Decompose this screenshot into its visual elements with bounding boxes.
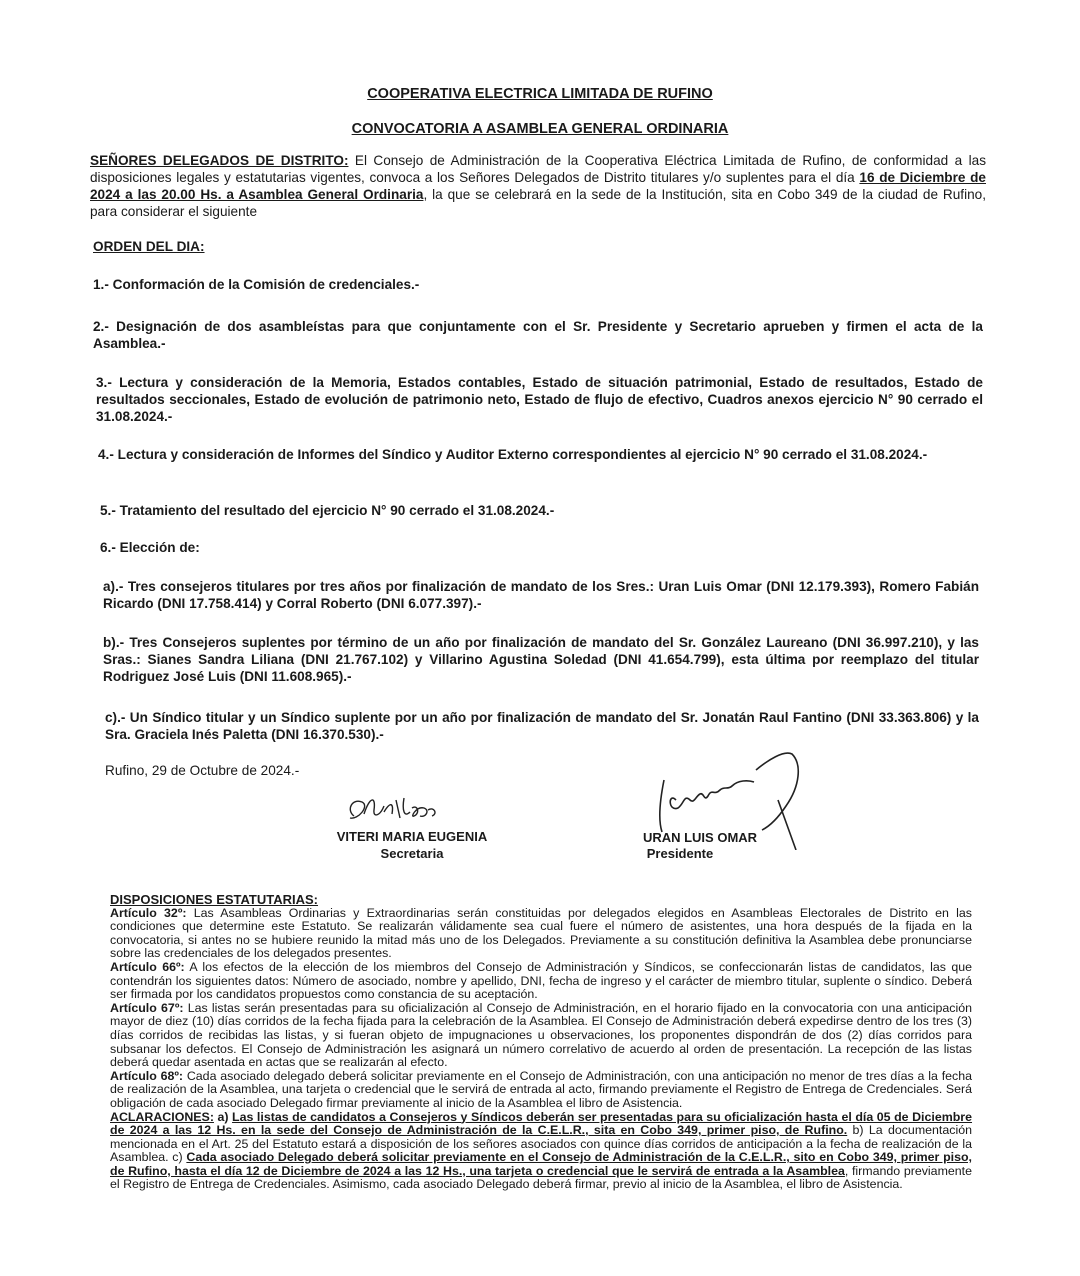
document-title: CONVOCATORIA A ASAMBLEA GENERAL ORDINARIA — [351, 121, 729, 137]
provisions-section — [110, 893, 972, 1192]
president-name: URAN LUIS OMAR — [642, 830, 758, 845]
agenda-item-2: 2.- Designación de dos asambleístas para que conjuntamente con el Sr. Presidente y Secretario aprueben y firmen el acta de la Asamblea.- — [93, 319, 983, 351]
place-and-date: Rufino, 29 de Octubre de 2024.- — [105, 763, 300, 778]
agenda-heading: ORDEN DEL DIA: — [93, 239, 205, 254]
article-66-label: Artículo 66º: — [110, 959, 185, 974]
organization-title: COOPERATIVA ELECTRICA LIMITADA DE RUFINO — [367, 86, 713, 102]
clarification-a-prefix: a) — [213, 1109, 233, 1124]
article-66 — [110, 961, 972, 1002]
intro-lead: SEÑORES DELEGADOS DE DISTRITO: — [90, 153, 349, 168]
clarifications-label: ACLARACIONES: — [110, 1109, 214, 1124]
intro-date: 16 de Diciembre de 2024 a las 20.00 Hs. a Asamblea General Ordinaria — [90, 170, 986, 202]
provisions-heading: DISPOSICIONES ESTATUTARIAS: — [110, 892, 319, 907]
clarifications — [110, 1111, 972, 1193]
agenda-item-1: 1.- Conformación de la Comisión de credenciales.- — [93, 277, 420, 292]
article-32-label: Artículo 32º: — [110, 905, 187, 920]
article-32-text: Las Asambleas Ordinarias y Extraordinarias serán constituidas por delegados elegidos en Asambleas Electorales de Distrito en las condiciones que determine este Estatuto. Se realizarán válidamente sea cual fuere el número de asistentes, una hora después de la fijada en la convocatoria, si antes no se hubiere reunido la mitad más uno de los Delegados. Previamente a su constitución definitiva la Asamblea debe pronunciarse sobre las credenciales de los delegados presentes. — [110, 905, 973, 961]
intro-paragraph — [90, 152, 986, 220]
intro-text-1: El Consejo de Administración de la Cooperativa Eléctrica Limitada de Rufino, de conformidad a las disposiciones legales y estatutarias vigentes, convoca a los Señores Delegados de Distrito titulares y/o suplentes para el día — [90, 153, 986, 185]
president-role: Presidente — [646, 846, 714, 861]
clarification-b: b) La documentación mencionada en el Art. 25 del Estatuto estará a disposición de los señores asociados con quince días corridos de anticipación a la fecha de realización de la Asamblea. c) — [110, 1123, 972, 1165]
article-67-text: Las listas serán presentadas para su oficialización al Consejo de Administración, en el horario fijado en la convocatoria con una anticipación mayor de diez (10) días corridos de la fecha fijada para la celebración de la Asamblea. El Consejo de Administración deberá expedirse dentro de los tres (3) días corridos de recibidas las listas, y si fueran objeto de impugnaciones u observaciones, los proponentes dispondrán de dos (2) días corridos para subsanar los defectos. El Consejo de Administración les asignará un número correlativo de acuerdo al orden de presentación. La recepción de las listas deberá quedar asentada en actas que se realizarán al efecto. — [110, 1000, 972, 1070]
intro-text-2: , la que se celebrará en la sede de la Institución, sita en Cobo 349 de la ciudad de Rufino, para considerar el siguiente — [90, 187, 986, 219]
article-66-text: A los efectos de la elección de los miembros del Consejo de Administración y Síndicos, se confeccionarán listas de candidatos, las que contendrán los siguientes datos: Número de asociado, nombre y apellido, DNI, fecha de ingreso y el carácter de miembro titular, suplente o síndico. Deberá ser firmada por los candidatos propuestos como constancia de su aceptación. — [110, 959, 973, 1002]
clarification-c: Cada asociado Delegado deberá solicitar previamente en el Consejo de Administración de la C.E.L.R., sito en Cobo 349, primer piso, de Rufino, hasta el día 12 de Diciembre de 2024 a las 12 Hs., una tarjeta o credencial que le servirá de entrada a la Asamblea — [110, 1150, 972, 1178]
article-68-text: Cada asociado delegado deberá solicitar previamente en el Consejo de Administración, con una anticipación no menor de tres días a la fecha de realización de la Asamblea, una tarjeta o credencial que le servirá de entrada al acto, firmando previamente el Registro de Entrega de Credenciales. Será obligación de cada asociado Delegado firmar previamente al inicio de la Asamblea el libro de Asistencia. — [110, 1068, 973, 1110]
secretary-signature-icon — [340, 790, 450, 828]
secretary-role: Secretaria — [380, 846, 444, 861]
agenda-item-6a: a).- Tres consejeros titulares por tres años por finalización de mandato de los Sres.: Uran Luis Omar (DNI 12.179.393), Romero Fabián Ricardo (DNI 17.758.414) y Corral Roberto (DNI 6.077.397).- — [103, 579, 979, 611]
clarification-end: , firmando previamente el Registro de Entrega de Credenciales. Asimismo, cada asociado Delegado deberá firmar, previo al inicio de la Asamblea, el libro de Asistencia. — [110, 1163, 972, 1192]
agenda-item-5: 5.- Tratamiento del resultado del ejercicio N° 90 cerrado el 31.08.2024.- — [100, 503, 555, 518]
secretary-name: VITERI MARIA EUGENIA — [336, 829, 488, 844]
agenda-item-3: 3.- Lectura y consideración de la Memoria, Estados contables, Estado de situación patrimonial, Estado de resultados, Estado de resultados seccionales, Estado de evolución de patrimonio neto, Estado de flujo de efectivo, Cuadros anexos ejercicio N° 90 cerrado el 31.08.2024.- — [96, 375, 983, 424]
article-67 — [110, 1002, 972, 1070]
article-68-label: Artículo 68º: — [110, 1068, 184, 1083]
clarification-a: Las listas de candidatos a Consejeros y Síndicos deberán ser presentadas para su oficialización hasta el día 05 de Diciembre de 2024 a las 12 Hs. en la sede del Consejo de Administración de la C.E.L.R., sita en Cobo 349, primer piso, de Rufino. — [110, 1109, 973, 1138]
article-32 — [110, 907, 972, 961]
agenda-item-4: 4.- Lectura y consideración de Informes del Síndico y Auditor Externo correspondientes al ejercicio N° 90 cerrado el 31.08.2024.- — [98, 447, 928, 462]
agenda-item-6b: b).- Tres Consejeros suplentes por término de un año por finalización de mandato del Sr. González Laureano (DNI 36.997.210), y las Sras.: Sianes Sandra Liliana (DNI 21.767.102) y Villarino Agustina Soledad (DNI 41.654.799), esta última por reemplazo del titular Rodriguez José Luis (DNI 11.608.965).- — [103, 635, 979, 684]
agenda-item-6c: c).- Un Síndico titular y un Síndico suplente por un año por finalización de mandato del Sr. Jonatán Raul Fantino (DNI 33.363.806) y la Sra. Graciela Inés Paletta (DNI 16.370.530).- — [105, 710, 979, 742]
article-68 — [110, 1070, 972, 1111]
article-67-label: Artículo 67º: — [110, 1000, 184, 1015]
agenda-item-6: 6.- Elección de: — [100, 540, 200, 555]
